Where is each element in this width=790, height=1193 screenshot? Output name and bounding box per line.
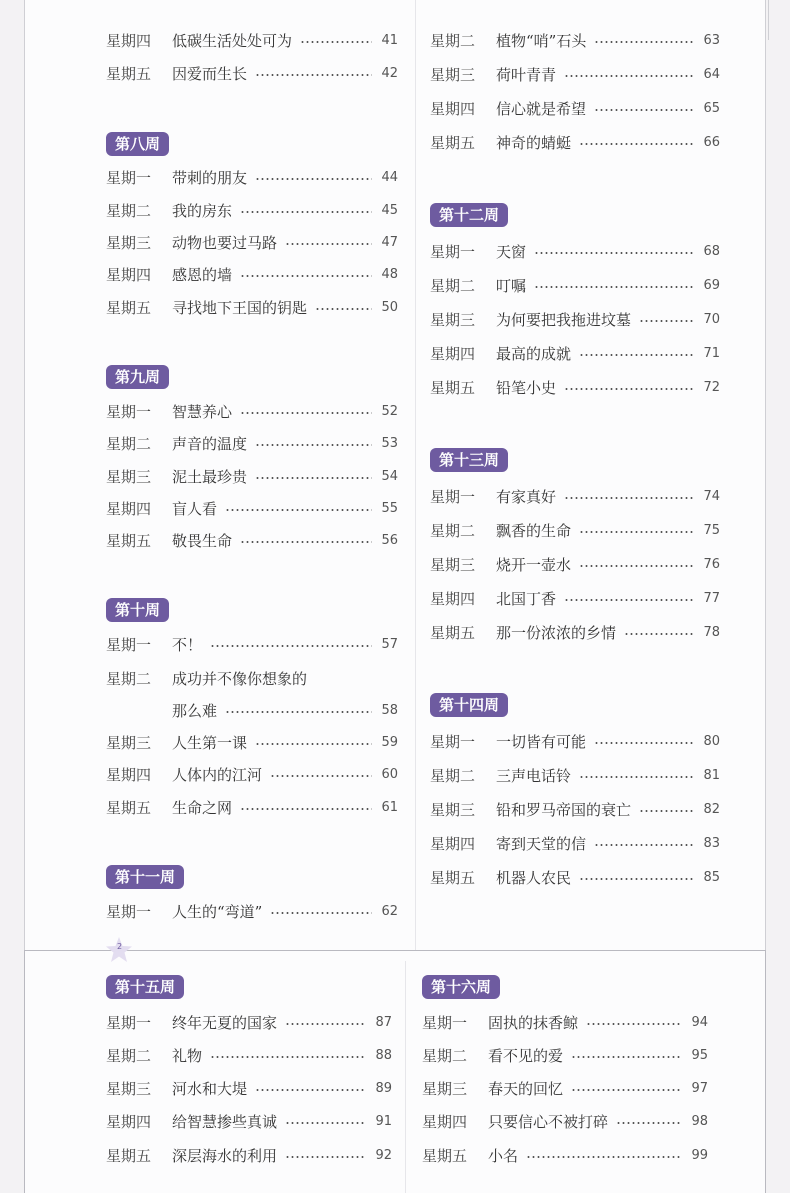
toc-leader-dots [579, 776, 694, 778]
toc-entry[interactable] [430, 867, 720, 889]
toc-entry[interactable] [106, 30, 398, 52]
toc-leader-dots [579, 565, 694, 567]
toc-entry-title: 礼物 [172, 1047, 203, 1065]
toc-entry-title: 盲人看 [172, 500, 218, 518]
column-divider [405, 961, 406, 1193]
toc-entry-day: 星期三 [106, 468, 152, 486]
toc-leader-dots [564, 497, 694, 499]
toc-entry[interactable] [106, 297, 398, 319]
toc-entry[interactable] [430, 132, 720, 154]
toc-entry-page: 89 [375, 1081, 392, 1096]
toc-entry-title: 看不见的爱 [488, 1047, 564, 1065]
toc-entry-title: 声音的温度 [172, 435, 248, 453]
toc-entry-title: 为何要把我拖进坟墓 [496, 311, 632, 329]
toc-leader-dots [579, 878, 694, 880]
toc-entry-title: 小名 [488, 1147, 519, 1165]
toc-entry-day: 星期一 [422, 1014, 468, 1032]
toc-entry[interactable] [430, 765, 720, 787]
toc-entry-page: 91 [375, 1114, 392, 1129]
toc-entry-day: 星期四 [106, 32, 152, 50]
toc-entry[interactable] [430, 731, 720, 753]
toc-entry-title: 三声电话铃 [496, 767, 572, 785]
toc-entry-title: 因爱而生长 [172, 65, 248, 83]
toc-leader-dots [285, 1122, 366, 1124]
toc-entry[interactable] [106, 167, 398, 189]
toc-entry-page: 64 [703, 67, 720, 82]
toc-entry-page: 82 [703, 802, 720, 817]
toc-entry-title: 敬畏生命 [172, 532, 233, 550]
toc-entry-day: 星期三 [430, 556, 476, 574]
toc-entry-page: 85 [703, 870, 720, 885]
toc-entry[interactable] [430, 275, 720, 297]
toc-entry[interactable] [106, 1111, 392, 1133]
toc-entry[interactable] [106, 1145, 392, 1167]
toc-entry-day: 星期四 [430, 100, 476, 118]
toc-entry-title: 终年无夏的国家 [172, 1014, 278, 1032]
toc-entry-title: 不！ [172, 636, 203, 654]
week-heading: 第九周 [106, 365, 169, 389]
toc-entry-title: 人生第一课 [172, 734, 248, 752]
toc-entry-title: 成功并不像你想象的 [172, 670, 308, 688]
toc-entry[interactable] [422, 1145, 708, 1167]
toc-entry[interactable] [106, 764, 398, 786]
toc-entry-page: 77 [703, 591, 720, 606]
week-heading: 第十三周 [430, 448, 508, 472]
toc-entry-title: 给智慧掺些真诚 [172, 1113, 278, 1131]
toc-entry-title: 寄到天堂的信 [496, 835, 587, 853]
toc-entry[interactable] [106, 797, 398, 819]
toc-leader-dots [594, 844, 694, 846]
toc-leader-dots [255, 743, 372, 745]
toc-entry[interactable] [106, 530, 398, 552]
toc-entry-day: 星期二 [430, 522, 476, 540]
toc-entry[interactable] [430, 377, 720, 399]
toc-entry[interactable] [430, 309, 720, 331]
toc-entry-page: 57 [381, 637, 398, 652]
toc-entry-day: 星期三 [106, 734, 152, 752]
toc-entry-page: 47 [381, 235, 398, 250]
toc-entry[interactable] [106, 232, 398, 254]
toc-entry-page: 45 [381, 203, 398, 218]
toc-leader-dots [285, 1023, 366, 1025]
toc-entry-day: 星期四 [430, 835, 476, 853]
toc-leader-dots [564, 75, 694, 77]
toc-entry-page: 99 [691, 1148, 708, 1163]
toc-entry-page: 60 [381, 767, 398, 782]
toc-entry-day: 星期二 [430, 767, 476, 785]
toc-entry-page: 44 [381, 170, 398, 185]
week-heading: 第八周 [106, 132, 169, 156]
toc-leader-dots [225, 711, 372, 713]
toc-entry[interactable] [422, 1111, 708, 1133]
toc-leader-dots [526, 1156, 682, 1158]
toc-entry-page: 58 [381, 703, 398, 718]
toc-entry[interactable] [106, 668, 398, 690]
toc-leader-dots [255, 178, 372, 180]
toc-entry-title: 智慧养心 [172, 403, 233, 421]
toc-entry-day: 星期二 [106, 1047, 152, 1065]
toc-entry-page: 52 [381, 404, 398, 419]
toc-leader-dots [255, 444, 372, 446]
toc-leader-dots [240, 541, 372, 543]
toc-entry-title: 河水和大堤 [172, 1080, 248, 1098]
toc-entry[interactable] [106, 1045, 392, 1067]
toc-entry-page: 71 [703, 346, 720, 361]
toc-leader-dots [315, 308, 372, 310]
toc-entry-title: 深层海水的利用 [172, 1147, 278, 1165]
week-heading: 第十一周 [106, 865, 184, 889]
toc-leader-dots [255, 1089, 366, 1091]
toc-entry-title: 动物也要过马路 [172, 234, 278, 252]
toc-entry-page: 50 [381, 300, 398, 315]
toc-leader-dots [300, 41, 372, 43]
toc-entry-day: 星期三 [106, 1080, 152, 1098]
toc-entry-title: 泥土最珍贵 [172, 468, 248, 486]
toc-entry-day: 星期一 [106, 1014, 152, 1032]
toc-entry-page: 83 [703, 836, 720, 851]
toc-entry[interactable] [422, 1045, 708, 1067]
toc-entry-day: 星期五 [106, 65, 152, 83]
week-heading: 第十四周 [430, 693, 508, 717]
toc-entry-page: 68 [703, 244, 720, 259]
toc-entry-day: 星期四 [422, 1113, 468, 1131]
toc-entry-title: 最高的成就 [496, 345, 572, 363]
toc-entry-page: 94 [691, 1015, 708, 1030]
toc-entry[interactable] [106, 498, 398, 520]
toc-entry[interactable] [106, 1012, 392, 1034]
toc-entry-title: 低碳生活处处可为 [172, 32, 293, 50]
toc-entry-day: 星期四 [430, 345, 476, 363]
toc-entry-title: 烧开一壶水 [496, 556, 572, 574]
toc-leader-dots [285, 243, 372, 245]
toc-entry-page: 70 [703, 312, 720, 327]
toc-leader-dots [579, 354, 694, 356]
toc-entry-day: 星期三 [430, 66, 476, 84]
toc-entry-title: 有家真好 [496, 488, 557, 506]
toc-entry-title: 神奇的蜻蜓 [496, 134, 572, 152]
toc-entry[interactable] [106, 634, 398, 656]
toc-entry-title: 信心就是希望 [496, 100, 587, 118]
toc-entry-title: 植物“哨”石头 [496, 32, 587, 50]
toc-entry-title: 叮嘱 [496, 277, 527, 295]
toc-leader-dots [586, 1023, 682, 1025]
toc-entry-title: 机器人农民 [496, 869, 572, 887]
toc-entry-day: 星期二 [422, 1047, 468, 1065]
toc-entry[interactable] [422, 1012, 708, 1034]
toc-entry-title: 那么难 [172, 702, 218, 720]
page-number: 2 [117, 942, 123, 951]
toc-leader-dots [240, 275, 372, 277]
toc-entry-day: 星期五 [106, 299, 152, 317]
toc-entry[interactable] [430, 98, 720, 120]
toc-entry[interactable] [106, 264, 398, 286]
toc-entry-title: 我的房东 [172, 202, 233, 220]
toc-leader-dots [564, 599, 694, 601]
toc-entry-title: 带刺的朋友 [172, 169, 248, 187]
toc-entry[interactable] [430, 241, 720, 263]
toc-entry-day: 星期一 [106, 636, 152, 654]
toc-entry[interactable] [430, 554, 720, 576]
toc-leader-dots [534, 252, 694, 254]
toc-leader-dots [240, 412, 372, 414]
toc-entry-day: 星期一 [430, 733, 476, 751]
column-divider [415, 0, 416, 964]
toc-entry-page: 59 [381, 735, 398, 750]
toc-entry[interactable] [430, 622, 720, 644]
toc-entry-day: 星期五 [106, 1147, 152, 1165]
toc-entry[interactable] [106, 200, 398, 222]
toc-entry-page: 48 [381, 267, 398, 282]
toc-entry-day: 星期二 [430, 32, 476, 50]
toc-leader-dots [255, 74, 372, 76]
toc-entry-title: 铅笔小史 [496, 379, 557, 397]
toc-entry-page: 95 [691, 1048, 708, 1063]
toc-entry[interactable] [106, 401, 398, 423]
toc-leader-dots [210, 1056, 366, 1058]
toc-entry[interactable] [106, 433, 398, 455]
toc-entry-page: 56 [381, 533, 398, 548]
toc-entry[interactable] [106, 732, 398, 754]
toc-entry-page: 78 [703, 625, 720, 640]
toc-leader-dots [240, 808, 372, 810]
toc-leader-dots [639, 320, 694, 322]
toc-entry-day: 星期五 [106, 799, 152, 817]
toc-leader-dots [571, 1056, 682, 1058]
toc-entry-title: 春天的回忆 [488, 1080, 564, 1098]
toc-leader-dots [624, 633, 694, 635]
toc-entry-page: 88 [375, 1048, 392, 1063]
toc-entry-page: 66 [703, 135, 720, 150]
toc-entry-page: 92 [375, 1148, 392, 1163]
toc-entry-title: 固执的抹香鲸 [488, 1014, 579, 1032]
toc-entry-page: 55 [381, 501, 398, 516]
toc-entry-page: 87 [375, 1015, 392, 1030]
toc-entry[interactable] [430, 64, 720, 86]
toc-entry-page: 98 [691, 1114, 708, 1129]
toc-entry[interactable] [430, 486, 720, 508]
toc-entry-day: 星期三 [430, 311, 476, 329]
toc-entry[interactable] [430, 833, 720, 855]
toc-entry-title: 北国丁香 [496, 590, 557, 608]
toc-entry-title: 人生的“弯道” [172, 903, 263, 921]
toc-entry-day: 星期四 [430, 590, 476, 608]
toc-leader-dots [579, 143, 694, 145]
toc-entry-day: 星期四 [106, 1113, 152, 1131]
toc-entry[interactable] [422, 1078, 708, 1100]
toc-leader-dots [579, 531, 694, 533]
week-heading: 第十六周 [422, 975, 500, 999]
toc-entry-day: 星期一 [106, 403, 152, 421]
toc-entry-page: 42 [381, 66, 398, 81]
toc-entry-title: 天窗 [496, 243, 527, 261]
toc-entry-day: 星期五 [430, 624, 476, 642]
toc-entry-title: 感恩的墙 [172, 266, 233, 284]
toc-leader-dots [255, 477, 372, 479]
toc-leader-dots [270, 912, 372, 914]
toc-entry-title: 飘香的生命 [496, 522, 572, 540]
toc-entry-page: 81 [703, 768, 720, 783]
toc-leader-dots [285, 1156, 366, 1158]
toc-entry-page: 65 [703, 101, 720, 116]
toc-leader-dots [594, 742, 694, 744]
toc-entry-day: 星期一 [106, 903, 152, 921]
toc-leader-dots [594, 41, 694, 43]
week-heading: 第十周 [106, 598, 169, 622]
toc-entry-page: 63 [703, 33, 720, 48]
toc-entry-day: 星期一 [106, 169, 152, 187]
toc-entry-day: 星期四 [106, 500, 152, 518]
toc-entry-page: 61 [381, 800, 398, 815]
toc-entry-day: 星期三 [106, 234, 152, 252]
toc-leader-dots [210, 645, 372, 647]
toc-entry-day: 星期五 [106, 532, 152, 550]
toc-entry-title: 寻找地下王国的钥匙 [172, 299, 308, 317]
toc-entry-day: 星期一 [430, 243, 476, 261]
toc-entry-page: 97 [691, 1081, 708, 1096]
toc-entry-page: 69 [703, 278, 720, 293]
toc-leader-dots [564, 388, 694, 390]
toc-leader-dots [639, 810, 694, 812]
toc-entry[interactable] [430, 588, 720, 610]
toc-entry-day: 星期五 [430, 869, 476, 887]
toc-leader-dots [571, 1089, 682, 1091]
toc-entry[interactable] [430, 520, 720, 542]
toc-leader-dots [270, 775, 372, 777]
toc-entry-day: 星期二 [430, 277, 476, 295]
toc-entry-day: 星期四 [106, 766, 152, 784]
toc-entry-day: 星期三 [422, 1080, 468, 1098]
toc-leader-dots [616, 1122, 682, 1124]
toc-entry-page: 53 [381, 436, 398, 451]
toc-entry-day: 星期二 [106, 670, 152, 688]
toc-leader-dots [225, 509, 372, 511]
toc-entry-page: 76 [703, 557, 720, 572]
toc-entry-day: 星期二 [106, 435, 152, 453]
toc-entry[interactable] [106, 63, 398, 85]
toc-entry-page: 80 [703, 734, 720, 749]
toc-entry-title: 铅和罗马帝国的衰亡 [496, 801, 632, 819]
week-heading: 第十二周 [430, 203, 508, 227]
toc-entry-page: 74 [703, 489, 720, 504]
week-heading: 第十五周 [106, 975, 184, 999]
toc-entry-day: 星期五 [430, 134, 476, 152]
toc-entry-page: 41 [381, 33, 398, 48]
page-edge-line [768, 0, 769, 40]
toc-entry[interactable] [106, 901, 398, 923]
toc-leader-dots [594, 109, 694, 111]
toc-entry-title: 那一份浓浓的乡情 [496, 624, 617, 642]
toc-entry-day: 星期五 [422, 1147, 468, 1165]
toc-entry-day: 星期四 [106, 266, 152, 284]
toc-entry-title: 一切皆有可能 [496, 733, 587, 751]
toc-leader-dots [240, 211, 372, 213]
toc-entry[interactable] [106, 466, 398, 488]
toc-leader-dots [534, 286, 694, 288]
toc-entry-day: 星期三 [430, 801, 476, 819]
toc-entry-page: 62 [381, 904, 398, 919]
toc-entry-title: 人体内的江河 [172, 766, 263, 784]
toc-entry-day: 星期五 [430, 379, 476, 397]
toc-entry-page: 72 [703, 380, 720, 395]
toc-entry-day: 星期一 [430, 488, 476, 506]
toc-entry-page: 54 [381, 469, 398, 484]
toc-entry-title: 荷叶青青 [496, 66, 557, 84]
toc-entry-day: 星期二 [106, 202, 152, 220]
toc-entry[interactable] [106, 700, 398, 722]
toc-entry[interactable] [430, 799, 720, 821]
toc-entry[interactable] [430, 343, 720, 365]
toc-entry[interactable] [430, 30, 720, 52]
toc-entry-title: 只要信心不被打碎 [488, 1113, 609, 1131]
toc-entry-title: 生命之网 [172, 799, 233, 817]
toc-entry[interactable] [106, 1078, 392, 1100]
toc-entry-page: 75 [703, 523, 720, 538]
